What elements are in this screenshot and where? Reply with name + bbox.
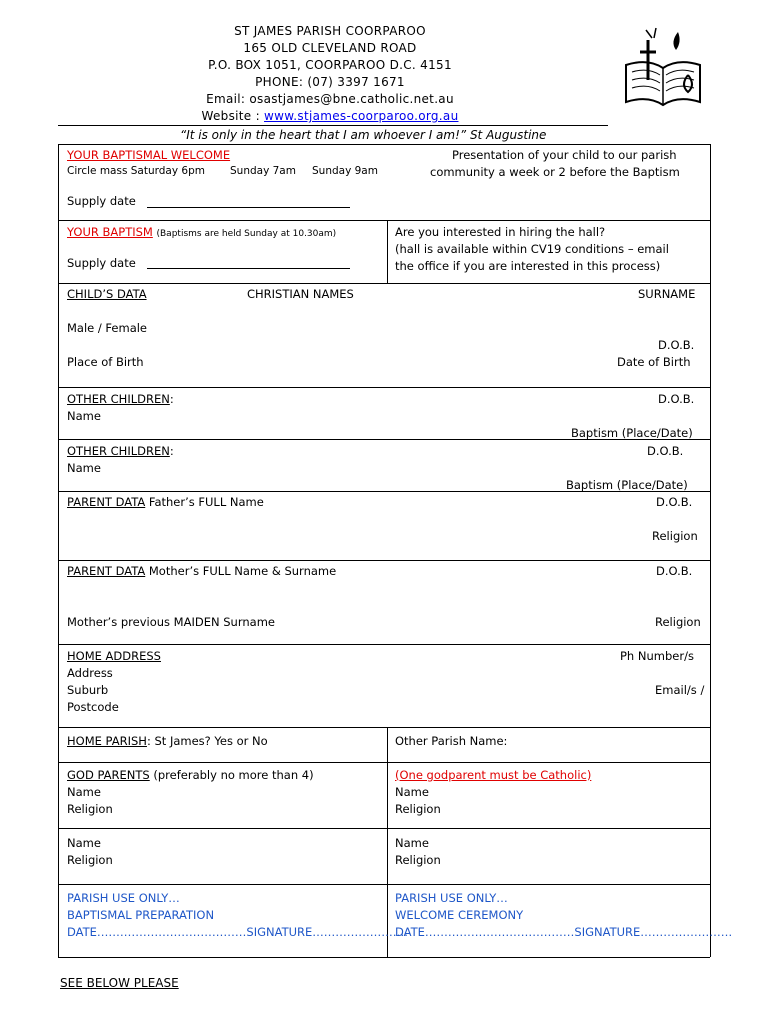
parish-use-left-date: DATE…………………………………SIGNATURE……………………. bbox=[67, 925, 408, 939]
email: Email: osastjames@bne.catholic.net.au bbox=[206, 92, 454, 106]
website-label: Website : bbox=[201, 109, 265, 123]
home-parish-title: HOME PARISH bbox=[67, 734, 147, 748]
parish-address: 165 OLD CLEVELAND ROAD bbox=[243, 41, 417, 55]
other-children-2-colon: : bbox=[169, 444, 174, 458]
parish-use-right-title: PARISH USE ONLY… bbox=[395, 891, 508, 905]
website-link[interactable]: www.stjames-coorparoo.org.au bbox=[264, 109, 459, 123]
godparent-2-religion: Religion bbox=[395, 802, 441, 816]
father-dob: D.O.B. bbox=[656, 495, 693, 509]
mother-religion: Religion bbox=[655, 615, 701, 629]
child-title: CHILD’S DATA bbox=[67, 287, 147, 301]
godparent-2-name: Name bbox=[395, 785, 429, 799]
parish-use-left-sub: BAPTISMAL PREPARATION bbox=[67, 908, 215, 922]
baptism-note: (Baptisms are held Sunday at 10.30am) bbox=[156, 229, 337, 239]
other-children-2-name: Name bbox=[67, 461, 101, 475]
other-children-1-colon: : bbox=[169, 392, 174, 406]
home-suburb: Suburb bbox=[67, 683, 109, 697]
header-rule bbox=[58, 125, 608, 126]
godparents-note: (preferably no more than 4) bbox=[149, 768, 314, 782]
mother-title: PARENT DATA bbox=[67, 564, 146, 578]
parish-use-right-date: DATE…………………………………SIGNATURE…………………… bbox=[395, 925, 733, 939]
home-title: HOME ADDRESS bbox=[67, 649, 161, 663]
godparent-3-name: Name bbox=[67, 836, 101, 850]
home-address: Address bbox=[67, 666, 113, 680]
godparent-4-religion: Religion bbox=[395, 853, 441, 867]
hall-line1: Are you interested in hiring the hall? bbox=[395, 225, 606, 239]
other-parish-label: Other Parish Name: bbox=[395, 734, 508, 748]
baptism-title-line bbox=[67, 225, 336, 239]
parish-use-left-title: PARISH USE ONLY… bbox=[67, 891, 180, 905]
other-children-2-baptism: Baptism (Place/Date) bbox=[566, 478, 688, 492]
other-children-1-dob: D.O.B. bbox=[658, 392, 695, 406]
welcome-time-sunday-9: Sunday 9am bbox=[312, 165, 378, 177]
other-children-1-name: Name bbox=[67, 409, 101, 423]
baptism-supply-date-label: Supply date bbox=[67, 256, 136, 270]
date-of-birth-label: Date of Birth bbox=[617, 355, 691, 369]
home-email bbox=[655, 683, 704, 697]
godparent-1-religion: Religion bbox=[67, 802, 113, 816]
see-below-please: SEE BELOW PLEASE bbox=[60, 976, 179, 990]
welcome-time-saturday: Circle mass Saturday 6pm bbox=[67, 165, 205, 177]
other-children-1-baptism: Baptism (Place/Date) bbox=[571, 426, 693, 440]
welcome-supply-date-field[interactable] bbox=[147, 207, 350, 208]
other-children-2-heading bbox=[67, 444, 174, 458]
home-postcode: Postcode bbox=[67, 700, 119, 714]
phone: PHONE: (07) 3397 1671 bbox=[255, 75, 405, 89]
godparent-1-name: Name bbox=[67, 785, 101, 799]
mother-maiden: Mother’s previous MAIDEN Surname bbox=[67, 615, 275, 629]
godparents-catholic-note: (One godparent must be Catholic) bbox=[395, 768, 592, 782]
welcome-title: YOUR BAPTISMAL WELCOME bbox=[67, 148, 231, 162]
parish-use-right-sub: WELCOME CEREMONY bbox=[395, 908, 524, 922]
christian-names-label: CHRISTIAN NAMES bbox=[247, 287, 354, 301]
mother-label: Mother’s FULL Name & Surname bbox=[145, 564, 337, 578]
father-heading bbox=[67, 495, 264, 509]
home-email-label: Email/s bbox=[655, 683, 697, 697]
po-box: P.O. BOX 1051, COORPAROO D.C. 4151 bbox=[208, 58, 452, 72]
hall-line2: (hall is available within CV19 conditions – email bbox=[395, 242, 669, 256]
other-children-1-heading bbox=[67, 392, 174, 406]
godparents-title: GOD PARENTS bbox=[67, 768, 150, 782]
father-label: Father’s FULL Name bbox=[145, 495, 264, 509]
baptism-supply-date-field[interactable] bbox=[147, 268, 350, 269]
godparents-heading bbox=[67, 768, 314, 782]
home-phone: Ph Number/s bbox=[620, 649, 694, 663]
surname-label: SURNAME bbox=[638, 287, 696, 301]
presentation-line1: Presentation of your child to our parish bbox=[452, 148, 677, 162]
place-of-birth-label: Place of Birth bbox=[67, 355, 144, 369]
godparent-3-religion: Religion bbox=[67, 853, 113, 867]
parish-name: ST JAMES PARISH COORPAROO bbox=[234, 24, 426, 38]
other-children-2-title: OTHER CHILDREN bbox=[67, 444, 170, 458]
quote: “It is only in the heart that I am whoever I am!” St Augustine bbox=[180, 128, 547, 142]
home-parish-question: : St James? Yes or No bbox=[146, 734, 268, 748]
father-religion: Religion bbox=[652, 529, 698, 543]
hall-line3: the office if you are interested in this process) bbox=[395, 259, 661, 273]
welcome-supply-date-label: Supply date bbox=[67, 194, 136, 208]
other-children-1-title: OTHER CHILDREN bbox=[67, 392, 170, 406]
welcome-time-sunday-7: Sunday 7am bbox=[230, 165, 296, 177]
baptism-title: YOUR BAPTISM bbox=[67, 225, 153, 239]
sex-label: Male / Female bbox=[67, 321, 148, 335]
other-children-2-dob: D.O.B. bbox=[647, 444, 684, 458]
parish-logo-icon bbox=[618, 20, 708, 120]
godparent-4-name: Name bbox=[395, 836, 429, 850]
website-line bbox=[0, 109, 660, 123]
home-email-tail: / bbox=[700, 683, 705, 697]
home-parish-heading bbox=[67, 734, 268, 748]
child-dob-label: D.O.B. bbox=[658, 338, 695, 352]
mother-heading bbox=[67, 564, 336, 578]
father-title: PARENT DATA bbox=[67, 495, 146, 509]
mother-dob: D.O.B. bbox=[656, 564, 693, 578]
presentation-line2: community a week or 2 before the Baptism bbox=[430, 165, 680, 179]
